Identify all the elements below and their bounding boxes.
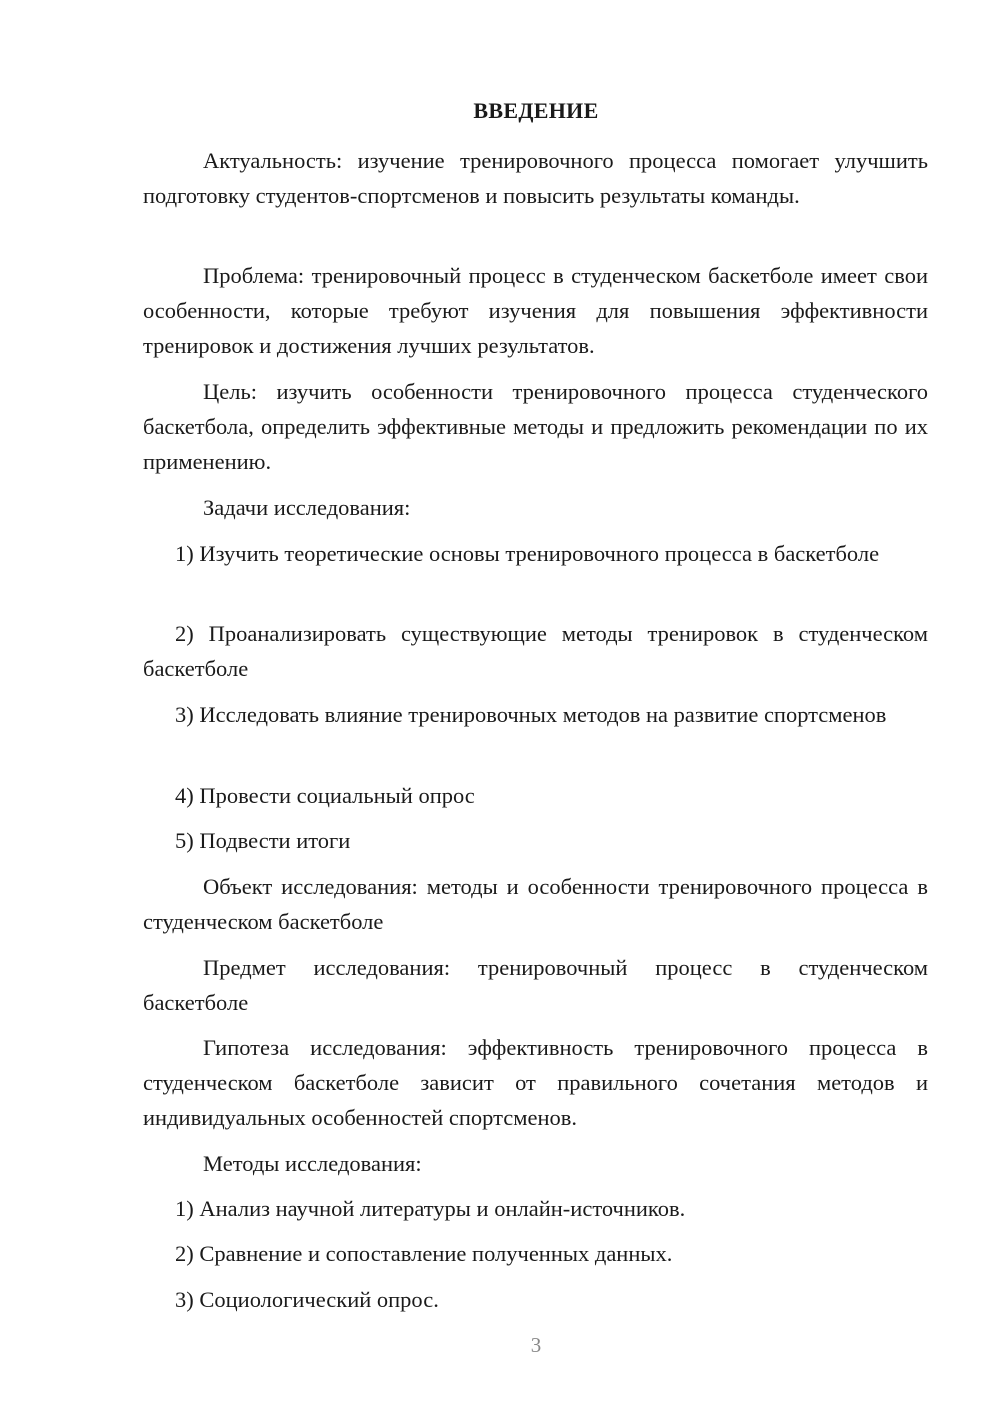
methods-heading: Методы исследования:	[203, 1151, 422, 1176]
relevance-paragraph: Актуальность: изучение тренировочного процесса помогает улучшить подготовку студентов-спортсменов и повысить результаты команды.	[143, 148, 928, 208]
method-item-2: 2) Сравнение и сопоставление полученных данных.	[175, 1241, 673, 1266]
method-item-3: 3) Социологический опрос.	[175, 1287, 439, 1312]
problem-paragraph: Проблема: тренировочный процесс в студенческом баскетболе имеет свои особенности, которые требуют изучения для повышения эффективности тренировок и достижения лучших результатов.	[143, 263, 928, 358]
task-item-5: 5) Подвести итоги	[175, 828, 351, 853]
method-item-1: 1) Анализ научной литературы и онлайн-источников.	[175, 1196, 686, 1221]
task-item-4: 4) Провести социальный опрос	[175, 783, 475, 808]
goal-paragraph: Цель: изучить особенности тренировочного процесса студенческого баскетбола, определить эффективные методы и предложить рекомендации по их применению.	[143, 379, 928, 474]
page-title: ВВЕДЕНИЕ	[473, 98, 599, 123]
task-item-2: 2) Проанализировать существующие методы тренировок в студенческом баскетболе	[143, 621, 928, 681]
tasks-heading: Задачи исследования:	[203, 495, 411, 520]
task-item-1: 1) Изучить теоретические основы тренировочного процесса в баскетболе	[175, 541, 880, 566]
hypothesis-paragraph: Гипотеза исследования: эффективность тренировочного процесса в студенческом баскетболе зависит от правильного сочетания методов и индивидуальных особенностей спортсменов.	[143, 1035, 928, 1130]
subject-paragraph: Предмет исследования: тренировочный процесс в студенческом баскетболе	[143, 955, 928, 1015]
task-item-3: 3) Исследовать влияние тренировочных методов на развитие спортсменов	[175, 702, 887, 727]
page-number: 3	[530, 1333, 542, 1357]
object-paragraph: Объект исследования: методы и особенности тренировочного процесса в студенческом баскетболе	[143, 874, 928, 934]
